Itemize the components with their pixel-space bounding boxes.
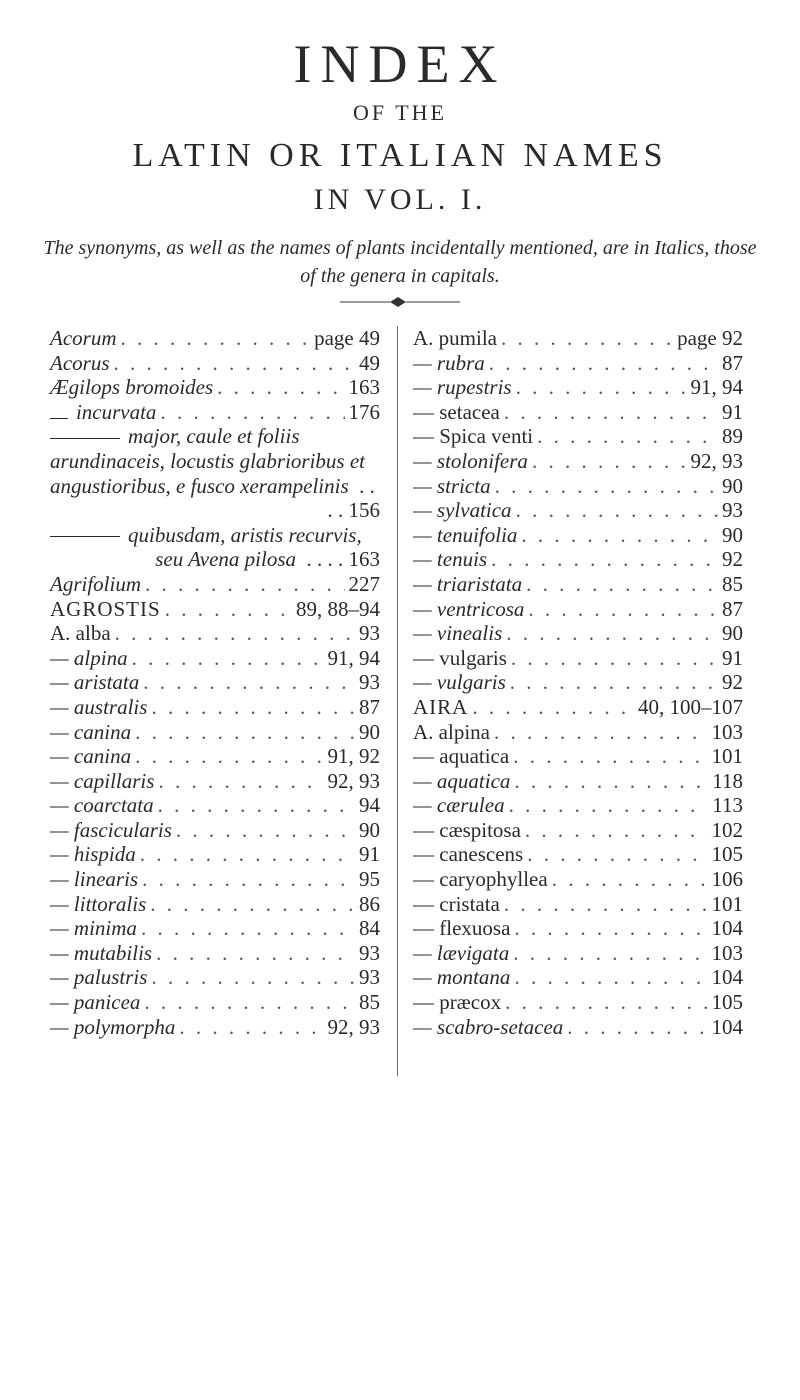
dot-leader — [156, 941, 355, 966]
dot-leader — [176, 818, 355, 843]
entry-page: 118 — [712, 768, 743, 793]
dot-leader — [526, 572, 718, 597]
entry-name: — setacea — [413, 399, 500, 424]
entry-name: — montana — [413, 965, 511, 990]
entry-name: incurvata — [75, 399, 157, 424]
entry-page: 94 — [359, 793, 380, 818]
dot-leader — [158, 769, 323, 794]
entry-name: — vulgaris — [413, 645, 507, 670]
entry-page: 93 — [359, 621, 380, 646]
entry-name: A. alba — [50, 621, 111, 646]
dot-leader — [506, 621, 718, 646]
entry-name: — linearis — [50, 867, 139, 892]
dot-leader — [135, 720, 355, 745]
dot-leader — [143, 670, 355, 695]
dot-leader — [151, 695, 355, 720]
entry-page: 102 — [711, 817, 743, 842]
entry-page: 87 — [359, 694, 380, 719]
index-entry — [413, 547, 743, 572]
index-entry — [413, 572, 743, 597]
entry-name: — rubra — [413, 350, 485, 375]
dot-leader — [140, 842, 355, 867]
index-entry — [413, 892, 743, 917]
entry-name: — aquatica — [413, 744, 510, 769]
entry-page: page 49 — [314, 326, 380, 350]
entry-page: 104 — [711, 916, 743, 941]
index-entry — [413, 351, 743, 376]
entry-name: — australis — [50, 694, 148, 719]
entry-page: 91 — [722, 645, 743, 670]
entry-name: — tenuis — [413, 547, 488, 572]
index-column-left — [50, 326, 380, 1039]
dot-leader — [135, 744, 323, 769]
dot-leader — [144, 990, 355, 1015]
entry-name: — præcox — [413, 990, 502, 1015]
entry-name: — aquatica — [413, 768, 511, 793]
dot-leader — [527, 842, 707, 867]
entry-page: 87 — [722, 596, 743, 621]
index-entry — [413, 793, 743, 818]
entry-page: 87 — [722, 350, 743, 375]
index-entry — [50, 744, 380, 769]
dot-leader — [151, 965, 355, 990]
dot-leader — [516, 375, 687, 400]
entry-name: — canina — [50, 719, 132, 744]
dot-leader — [114, 351, 356, 376]
dot-leader — [511, 646, 718, 671]
index-entry — [50, 965, 380, 990]
entry-page: 103 — [711, 940, 743, 965]
entry-page: 90 — [722, 522, 743, 547]
entry-page: 90 — [359, 817, 380, 842]
index-entry — [413, 597, 743, 622]
entry-page: 103 — [711, 719, 743, 744]
dot-leader — [513, 744, 707, 769]
index-entry — [50, 597, 380, 622]
entry-name: — scabro-setacea — [413, 1014, 564, 1039]
index-entry — [50, 867, 380, 892]
dot-leader — [525, 818, 708, 843]
entry-name: — tenuifolia — [413, 522, 518, 547]
intro-note — [40, 234, 760, 290]
entry-page: 101 — [711, 891, 743, 916]
entry-name: — hispida — [50, 842, 136, 867]
entry-name: — cæspitosa — [413, 817, 521, 842]
entry-page: 84 — [359, 916, 380, 941]
index-entry — [50, 400, 380, 425]
dot-leader — [142, 867, 355, 892]
index-entry — [413, 375, 743, 400]
entry-name: Acorum — [50, 326, 117, 350]
index-entry — [50, 351, 380, 376]
index-column-right — [413, 326, 743, 1039]
entry-page: 227 — [348, 571, 380, 596]
dot-leader — [158, 793, 355, 818]
entry-page: 93 — [359, 940, 380, 965]
entry-name: — vulgaris — [413, 670, 506, 695]
index-entry — [413, 449, 743, 474]
entry-name: — aristata — [50, 670, 140, 695]
dot-leader — [495, 474, 718, 499]
entry-name: — triaristata — [413, 571, 523, 596]
entry-name: — mutabilis — [50, 940, 153, 965]
entry-page: 93 — [359, 965, 380, 990]
index-entry — [413, 695, 743, 720]
index-entry — [413, 326, 743, 351]
entry-page: 91, 92 — [327, 744, 380, 769]
dot-leader — [504, 400, 718, 425]
entry-page: 101 — [711, 744, 743, 769]
index-entry: quibusdam, aristis recurvis, seu Avena pilosa . . . . 163 — [50, 523, 380, 572]
index-entry — [413, 621, 743, 646]
index-entry — [413, 965, 743, 990]
entry-page: 106 — [711, 867, 743, 892]
entry-page: 92, 93 — [327, 768, 380, 793]
column-divider — [397, 326, 398, 1076]
entry-name: Agrifolium — [50, 571, 142, 596]
index-entry — [50, 769, 380, 794]
entry-name: — vinealis — [413, 621, 503, 646]
entry-name: — Spica venti — [413, 424, 534, 449]
entry-page: 40, 100–107 — [638, 694, 743, 719]
entry-name: AGROSTIS — [50, 596, 161, 621]
dot-leader — [532, 449, 687, 474]
index-entry — [413, 916, 743, 941]
entry-name: — panicea — [50, 990, 141, 1015]
entry-name: — cærulea — [413, 793, 505, 818]
entry-page: 95 — [359, 867, 380, 892]
dot-leader — [514, 965, 707, 990]
intro-note-text: The synonyms, as well as the names of plants incidentally mentioned, are in Italics, those of the genera in capitals. — [43, 237, 757, 287]
dot-leader — [501, 326, 673, 351]
index-entry — [50, 646, 380, 671]
entry-name: — stricta — [413, 473, 491, 498]
index-entry — [50, 892, 380, 917]
entry-page: 91 — [359, 842, 380, 867]
entry-page: 104 — [711, 1014, 743, 1039]
entry-page: page 92 — [677, 326, 743, 350]
index-entry — [413, 720, 743, 745]
index-entry — [413, 498, 743, 523]
repeat-dash — [50, 438, 120, 439]
entry-page: 113 — [712, 793, 743, 818]
title-line-of-the: OF THE — [353, 100, 447, 125]
entry-name: major, caule et foliis arundinaceis, locustis glabrioribus et angustioribus, e fusco xerampelinis — [50, 424, 365, 498]
entry-name: AIRA — [413, 694, 469, 719]
index-entry — [50, 842, 380, 867]
entry-page: 92 — [722, 547, 743, 572]
dot-leader — [504, 892, 708, 917]
dot-leader — [491, 547, 718, 572]
entry-name: — caryophyllea — [413, 867, 548, 892]
dot-leader — [472, 695, 634, 720]
entry-page: 92 — [722, 670, 743, 695]
entry-name: A. pumila — [413, 326, 497, 350]
index-entry — [50, 621, 380, 646]
index-entry — [413, 744, 743, 769]
dot-leader — [510, 670, 718, 695]
index-entry — [413, 769, 743, 794]
index-entry — [413, 646, 743, 671]
index-entry — [413, 818, 743, 843]
entry-page: 93 — [359, 670, 380, 695]
entry-page: 49 — [359, 350, 380, 375]
entry-name: — alpina — [50, 645, 128, 670]
ornament-divider — [340, 292, 460, 312]
index-entry — [413, 867, 743, 892]
entry-name: A. alpina — [413, 719, 490, 744]
entry-name: — canescens — [413, 842, 524, 867]
entry-name: — minima — [50, 916, 137, 941]
index-entry — [50, 916, 380, 941]
index-entry — [50, 720, 380, 745]
entry-name: — capillaris — [50, 768, 155, 793]
entry-page: 89, 88–94 — [296, 596, 380, 621]
entry-name: — polymorpha — [50, 1014, 176, 1039]
index-entry — [50, 818, 380, 843]
entry-name: — ventricosa — [413, 596, 525, 621]
index-entry — [50, 793, 380, 818]
dot-leader — [509, 793, 709, 818]
dot-leader — [505, 990, 707, 1015]
dot-leader — [514, 769, 708, 794]
dot-leader — [537, 424, 718, 449]
entry-page: 85 — [359, 990, 380, 1015]
index-entry — [413, 474, 743, 499]
index-entry — [50, 375, 380, 400]
entry-name: — cristata — [413, 891, 500, 916]
index-entry — [413, 523, 743, 548]
dot-leader — [567, 1015, 707, 1040]
dot-leader — [489, 351, 718, 376]
entry-name: quibusdam, aristis recurvis, seu Avena pilosa — [128, 522, 362, 572]
entry-name: — stolonifera — [413, 448, 528, 473]
page-title: INDEX — [293, 34, 507, 94]
entry-page: 105 — [711, 990, 743, 1015]
entry-page: 156 — [348, 498, 380, 523]
entry-page: 91 — [722, 399, 743, 424]
entry-name: — coarctata — [50, 793, 154, 818]
entry-page: 92, 93 — [327, 1014, 380, 1039]
entry-page: 90 — [722, 473, 743, 498]
entry-page: 90 — [722, 621, 743, 646]
index-entry — [413, 424, 743, 449]
entry-page: 90 — [359, 719, 380, 744]
entry-page: 93 — [722, 498, 743, 523]
entry-page: 85 — [722, 571, 743, 596]
entry-name: — littoralis — [50, 891, 147, 916]
dot-leader — [514, 916, 707, 941]
dot-leader — [552, 867, 708, 892]
dot-leader — [516, 498, 718, 523]
index-entry — [413, 1015, 743, 1040]
entry-page: 163 — [348, 547, 380, 572]
index-entry — [50, 1015, 380, 1040]
title-line-volume: IN VOL. I. — [313, 183, 487, 216]
dot-leader — [217, 375, 344, 400]
index-entry — [50, 670, 380, 695]
entry-page: 89 — [722, 424, 743, 449]
dot-leader — [179, 1015, 323, 1040]
entry-page: 86 — [359, 891, 380, 916]
dot-leader — [521, 523, 718, 548]
index-entry — [413, 670, 743, 695]
dot-leader — [115, 621, 355, 646]
entry-name: — lævigata — [413, 940, 510, 965]
entry-name: — canina — [50, 744, 132, 769]
entry-page: 163 — [348, 375, 380, 400]
entry-name: — fascicularis — [50, 817, 172, 842]
index-entry — [413, 990, 743, 1015]
index-entry — [413, 941, 743, 966]
index-entry — [413, 842, 743, 867]
index-entry — [50, 941, 380, 966]
dot-leader — [494, 720, 708, 745]
dot-leader — [121, 326, 311, 351]
dot-leader — [160, 400, 344, 425]
dot-leader — [513, 941, 707, 966]
index-entry — [413, 400, 743, 425]
repeat-dash — [50, 536, 120, 537]
index-entry: major, caule et foliis arundinaceis, locustis glabrioribus et angustioribus, e fusco xerampelinis . . . . 156 — [50, 424, 380, 523]
entry-name: — sylvatica — [413, 498, 512, 523]
dot-leader — [528, 597, 718, 622]
dot-leader — [145, 572, 344, 597]
dot-leader — [141, 916, 355, 941]
dot-leader — [150, 892, 355, 917]
entry-name: Acorus — [50, 350, 110, 375]
index-entry — [50, 572, 380, 597]
title-line-names: LATIN OR ITALIAN NAMES — [132, 137, 668, 174]
entry-page: 91, 94 — [690, 375, 743, 400]
entry-name: — rupestris — [413, 375, 512, 400]
entry-name: Ægilops bromoides — [50, 375, 214, 400]
entry-page: 176 — [348, 399, 380, 424]
repeat-dash — [50, 418, 68, 419]
entry-page: 104 — [711, 965, 743, 990]
entry-page: 92, 93 — [690, 448, 743, 473]
entry-name: — palustris — [50, 965, 148, 990]
index-entry — [50, 990, 380, 1015]
index-entry — [50, 326, 380, 351]
index-entry — [50, 695, 380, 720]
entry-page: 91, 94 — [327, 645, 380, 670]
entry-name: — flexuosa — [413, 916, 511, 941]
entry-page: 105 — [711, 842, 743, 867]
dot-leader — [165, 597, 292, 622]
dot-leader — [132, 646, 324, 671]
